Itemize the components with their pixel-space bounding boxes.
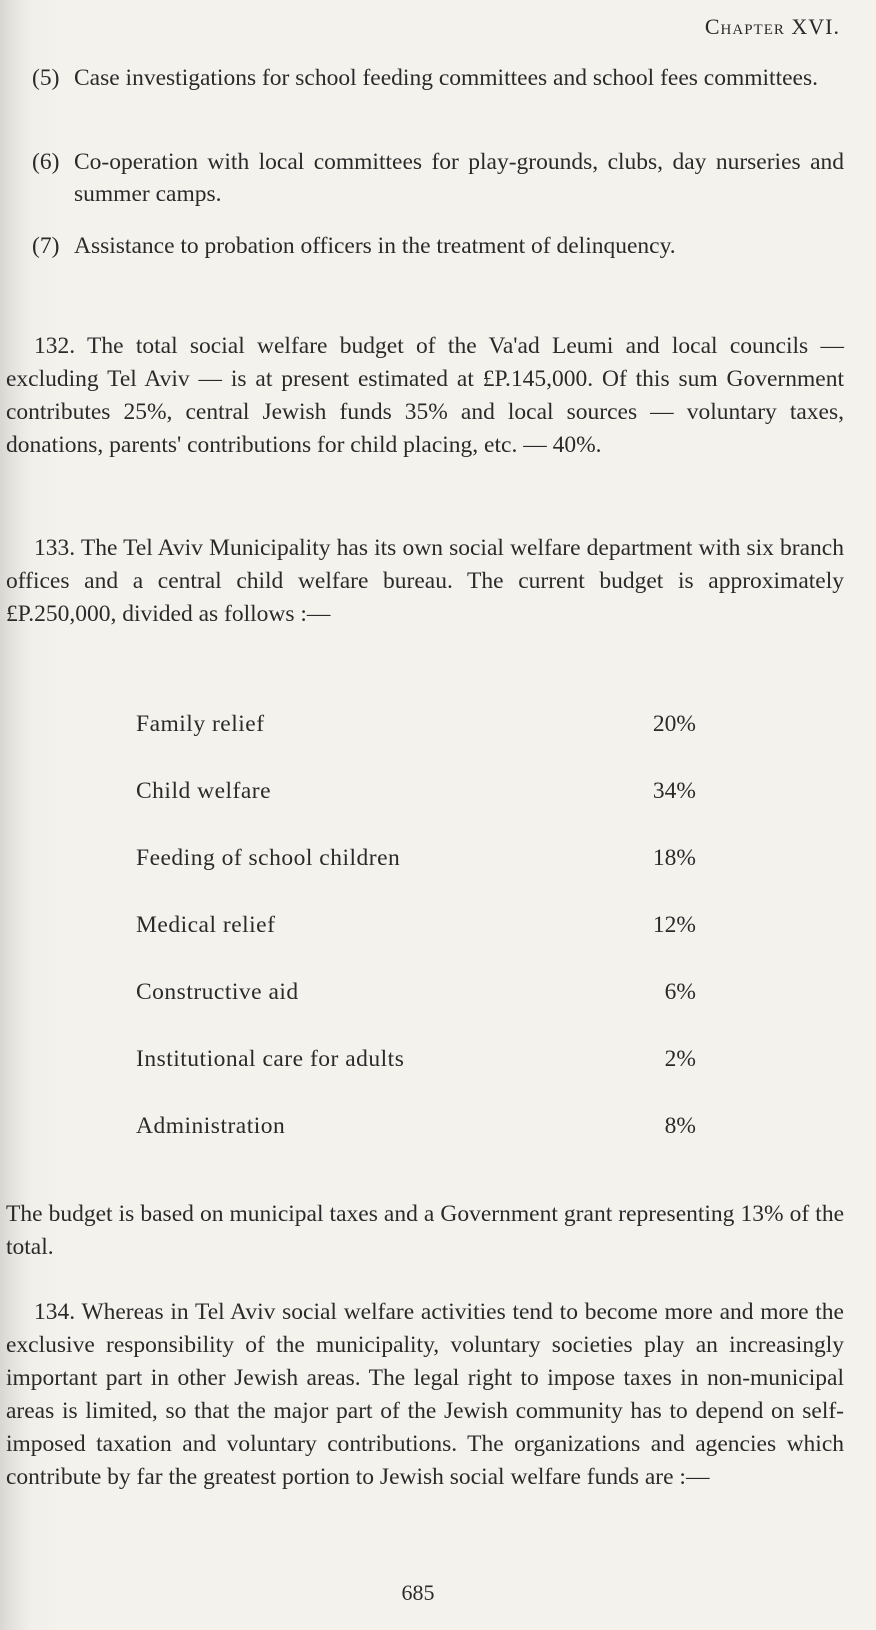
budget-row-medical-relief [136, 909, 696, 941]
budget-row-feeding [136, 842, 696, 874]
budget-percent: 6% [664, 979, 696, 1005]
budget-label: Administration [136, 1113, 286, 1139]
budget-label: Child welfare [136, 778, 272, 804]
list-item-number: (5) [32, 65, 60, 91]
budget-row-administration [136, 1110, 696, 1142]
budget-label: Feeding of school children [136, 845, 401, 871]
paragraph-134: 134. Whereas in Tel Aviv social welfare activities tend to become more and more the exclusive responsibility of the municipality, voluntary societies play an increasingly important part in other Jewish areas. The legal right to impose taxes in non-municipal areas is limited, so that the major part of the Jewish community has to depend on self-imposed taxation and voluntary contributions. The organizations and agencies which contribute by far the greatest portion to Jewish social welfare funds are :— [6, 1299, 844, 1490]
budget-row-constructive-aid [136, 976, 696, 1008]
budget-label: Medical relief [136, 912, 276, 938]
list-item-6 [32, 146, 844, 210]
budget-row-institutional-care [136, 1043, 696, 1075]
budget-percent: 8% [664, 1113, 696, 1139]
budget-percent: 18% [652, 845, 696, 871]
paragraph-133: 133. The Tel Aviv Municipality has its own social welfare department with six branch offices and a central child welfare bureau. The current budget is approximately £P.250,000, divided as follows :— [6, 535, 844, 627]
budget-label: Institutional care for adults [136, 1046, 405, 1072]
budget-percent: 20% [652, 711, 696, 737]
list-item-text: Co-operation with local committees for play-grounds, clubs, day nurseries and summer camps. [74, 149, 844, 207]
paragraph-132: 132. The total social welfare budget of the Va'ad Leumi and local councils — excluding Tel Aviv — is at present estimated at £P.145,000. Of this sum Government contributes 25%, central Jewish funds 35% and local sources — voluntary taxes, donations, parents' contributions for child placing, etc. — 40%. [6, 333, 844, 458]
budget-percent: 12% [652, 912, 696, 938]
budget-note: The budget is based on municipal taxes and a Government grant representing 13% of the total. [6, 1201, 844, 1260]
list-item-number: (7) [32, 233, 60, 259]
list-item-5 [32, 62, 844, 94]
budget-row-family-relief [136, 708, 696, 740]
list-item-text: Case investigations for school feeding committees and school fees committees. [74, 65, 818, 91]
budget-row-child-welfare [136, 775, 696, 807]
budget-label: Family relief [136, 711, 265, 737]
running-head: Chapter XVI. [704, 14, 840, 39]
budget-percent: 34% [652, 778, 696, 804]
list-item-text: Assistance to probation officers in the treatment of delinquency. [74, 233, 676, 259]
page-number: 685 [401, 1580, 435, 1605]
budget-label: Constructive aid [136, 979, 299, 1005]
budget-percent: 2% [664, 1046, 696, 1072]
list-item-7 [32, 230, 844, 262]
list-item-number: (6) [32, 149, 60, 175]
